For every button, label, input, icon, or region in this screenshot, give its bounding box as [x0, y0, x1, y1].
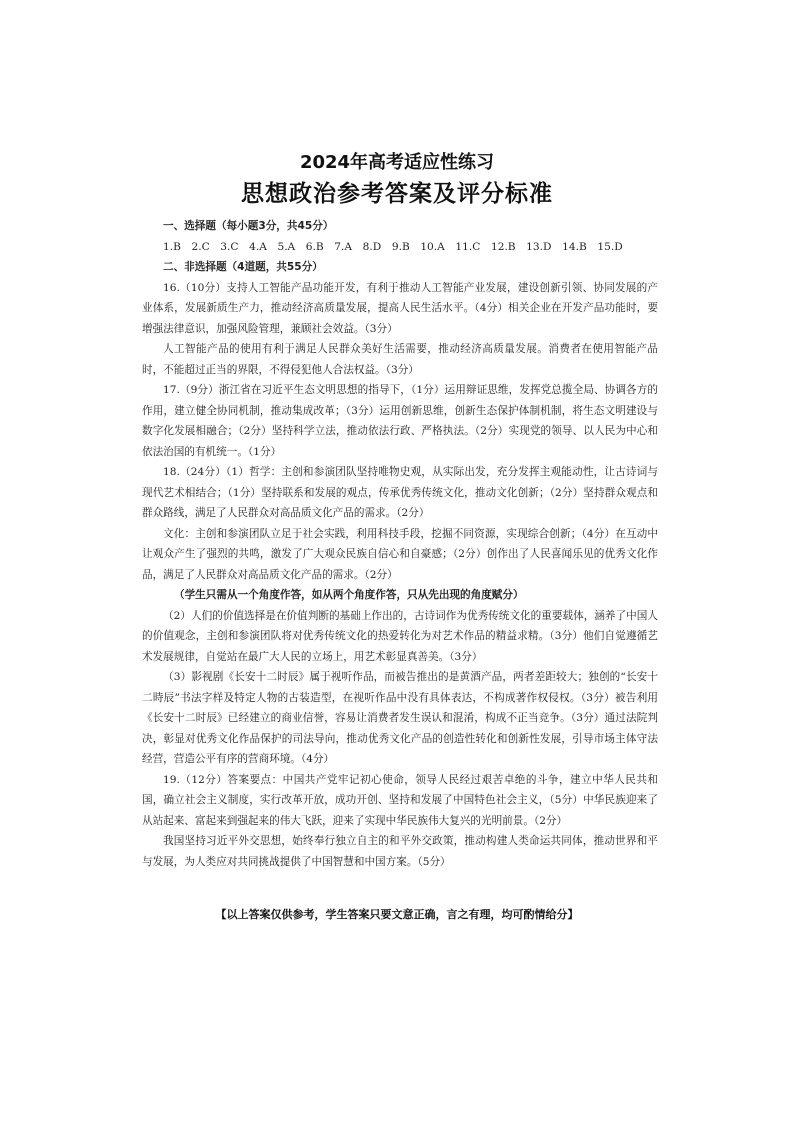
q17-paragraph-1: 17.（9分）浙江省在习近平生态文明思想的指导下，（1分）运用辩证思维，发挥党总揽全局、协调各方的作用，建立健全协同机制，推动集成改革；（3分）运用创新思维，创新生态保护体制机制，将生态文明建设与数字化发展相融合；（2分）坚持科学立法，推动依法行政、严格执法。（2分）实现党的领导、以人民为中心和依法治国的有机统一。（1分）	[142, 384, 658, 458]
choice-answers: 1.B 2.C 3.C 4.A 5.A 6.B 7.A 8.D 9.B 10.A 11.C 12.B 13.D 14.B 15.D	[163, 240, 623, 253]
document-body	[142, 216, 658, 872]
q18-scoring-note: （学生只需从一个角度作答，如从两个角度作答，只从先出现的角度赋分）	[174, 589, 524, 601]
section-heading-nonchoice: 二、非选择题（4道题，共55分）	[163, 261, 323, 273]
q16-paragraph-2: 人工智能产品的使用有利于满足人民群众美好生活需要，推动经济高质量发展。消费者在使用智能产品时，不能超过正当的界限，不得侵犯他人合法权益。（3分）	[142, 343, 658, 376]
document-title: 2024年高考适应性练习	[299, 152, 495, 173]
q18-paragraph-2: 文化：主创和参演团队立足于社会实践，利用科技手段，挖掘不同资源，实现综合创新；（4分）在互动中让观众产生了强烈的共鸣，激发了广大观众民族自信心和自豪感；（2分）创作出了人民喜闻乐见的优秀文化作品，满足了人民群众对高品质文化产品的需求。（2分）	[142, 527, 658, 581]
footer-note: 【以上答案仅供参考，学生答案只要文意正确，言之有理，均可酌情给分】	[215, 908, 579, 921]
q18-paragraph-3: （2）人们的价值选择是在价值判断的基础上作出的，古诗词作为优秀传统文化的重要载体，涵养了中国人的价值观念，主创和参演团队将对优秀传统文化的热爱转化为对艺术作品的精益求精。（3分）他们自觉遵循艺术发展规律，自觉站在最广大人民的立场上，用艺术彰显真善美。（3分）	[142, 609, 658, 663]
document-subtitle: 思想政治参考答案及评分标准	[241, 181, 553, 207]
q18-paragraph-1: 18.（24分）（1）哲学：主创和参演团队坚持唯物史观，从实际出发，充分发挥主观能动性，让古诗词与现代艺术相结合；（1分）坚持联系和发展的观点，传承优秀传统文化，推动文化创新；（2分）坚持群众观点和群众路线，满足了人民群众对高品质文化产品的需求。（2分）	[142, 466, 658, 519]
q16-paragraph-1: 16.（10分）支持人工智能产品功能开发，有利于推动人工智能产业发展，建设创新引领、协同发展的产业体系，发展新质生产力，推动经济高质量发展，提高人民生活水平。（4分）相关企业在开发产品功能时，要增强法律意识，加强风险管理，兼顾社会效益。（3分）	[142, 281, 658, 335]
q19-paragraph-1: 19.（12分）答案要点：中国共产党牢记初心使命，领导人民经过艰苦卓绝的斗争，建立中华人民共和国，确立社会主义制度，实行改革开放，成功开创、坚持和发展了中国特色社会主义，（5分）中华民族迎来了从站起来、富起来到强起来的伟大飞跃，迎来了实现中华民族伟大复兴的光明前景。（2分）	[142, 773, 658, 827]
section-heading-choice: 一、选择题（每小题3分，共45分）	[163, 220, 334, 232]
q18-paragraph-4: （3）影视剧《长安十二时辰》属于视听作品，而被告推出的是黄酒产品，两者差距较大；独创的“长安十二時辰”书法字样及特定人物的古装造型，在视听作品中没有具体表达，不构成著作权侵权。（3分）被告利用《长安十二时辰》已经建立的商业信誉，容易让消费者发生误认和混淆，构成不正当竞争。（3分）通过法院判决，彰显对优秀文化作品保护的司法导向，推动优秀文化产品的创造性转化和创新性发展，引导市场主体守法经营，营造公平有序的营商环境。（4分）	[142, 671, 658, 765]
q19-paragraph-2: 我国坚持习近平外交思想，始终奉行独立自主的和平外交政策，推动构建人类命运共同体，推动世界和平与发展，为人类应对共同挑战提供了中国智慧和中国方案。（5分）	[142, 835, 658, 868]
